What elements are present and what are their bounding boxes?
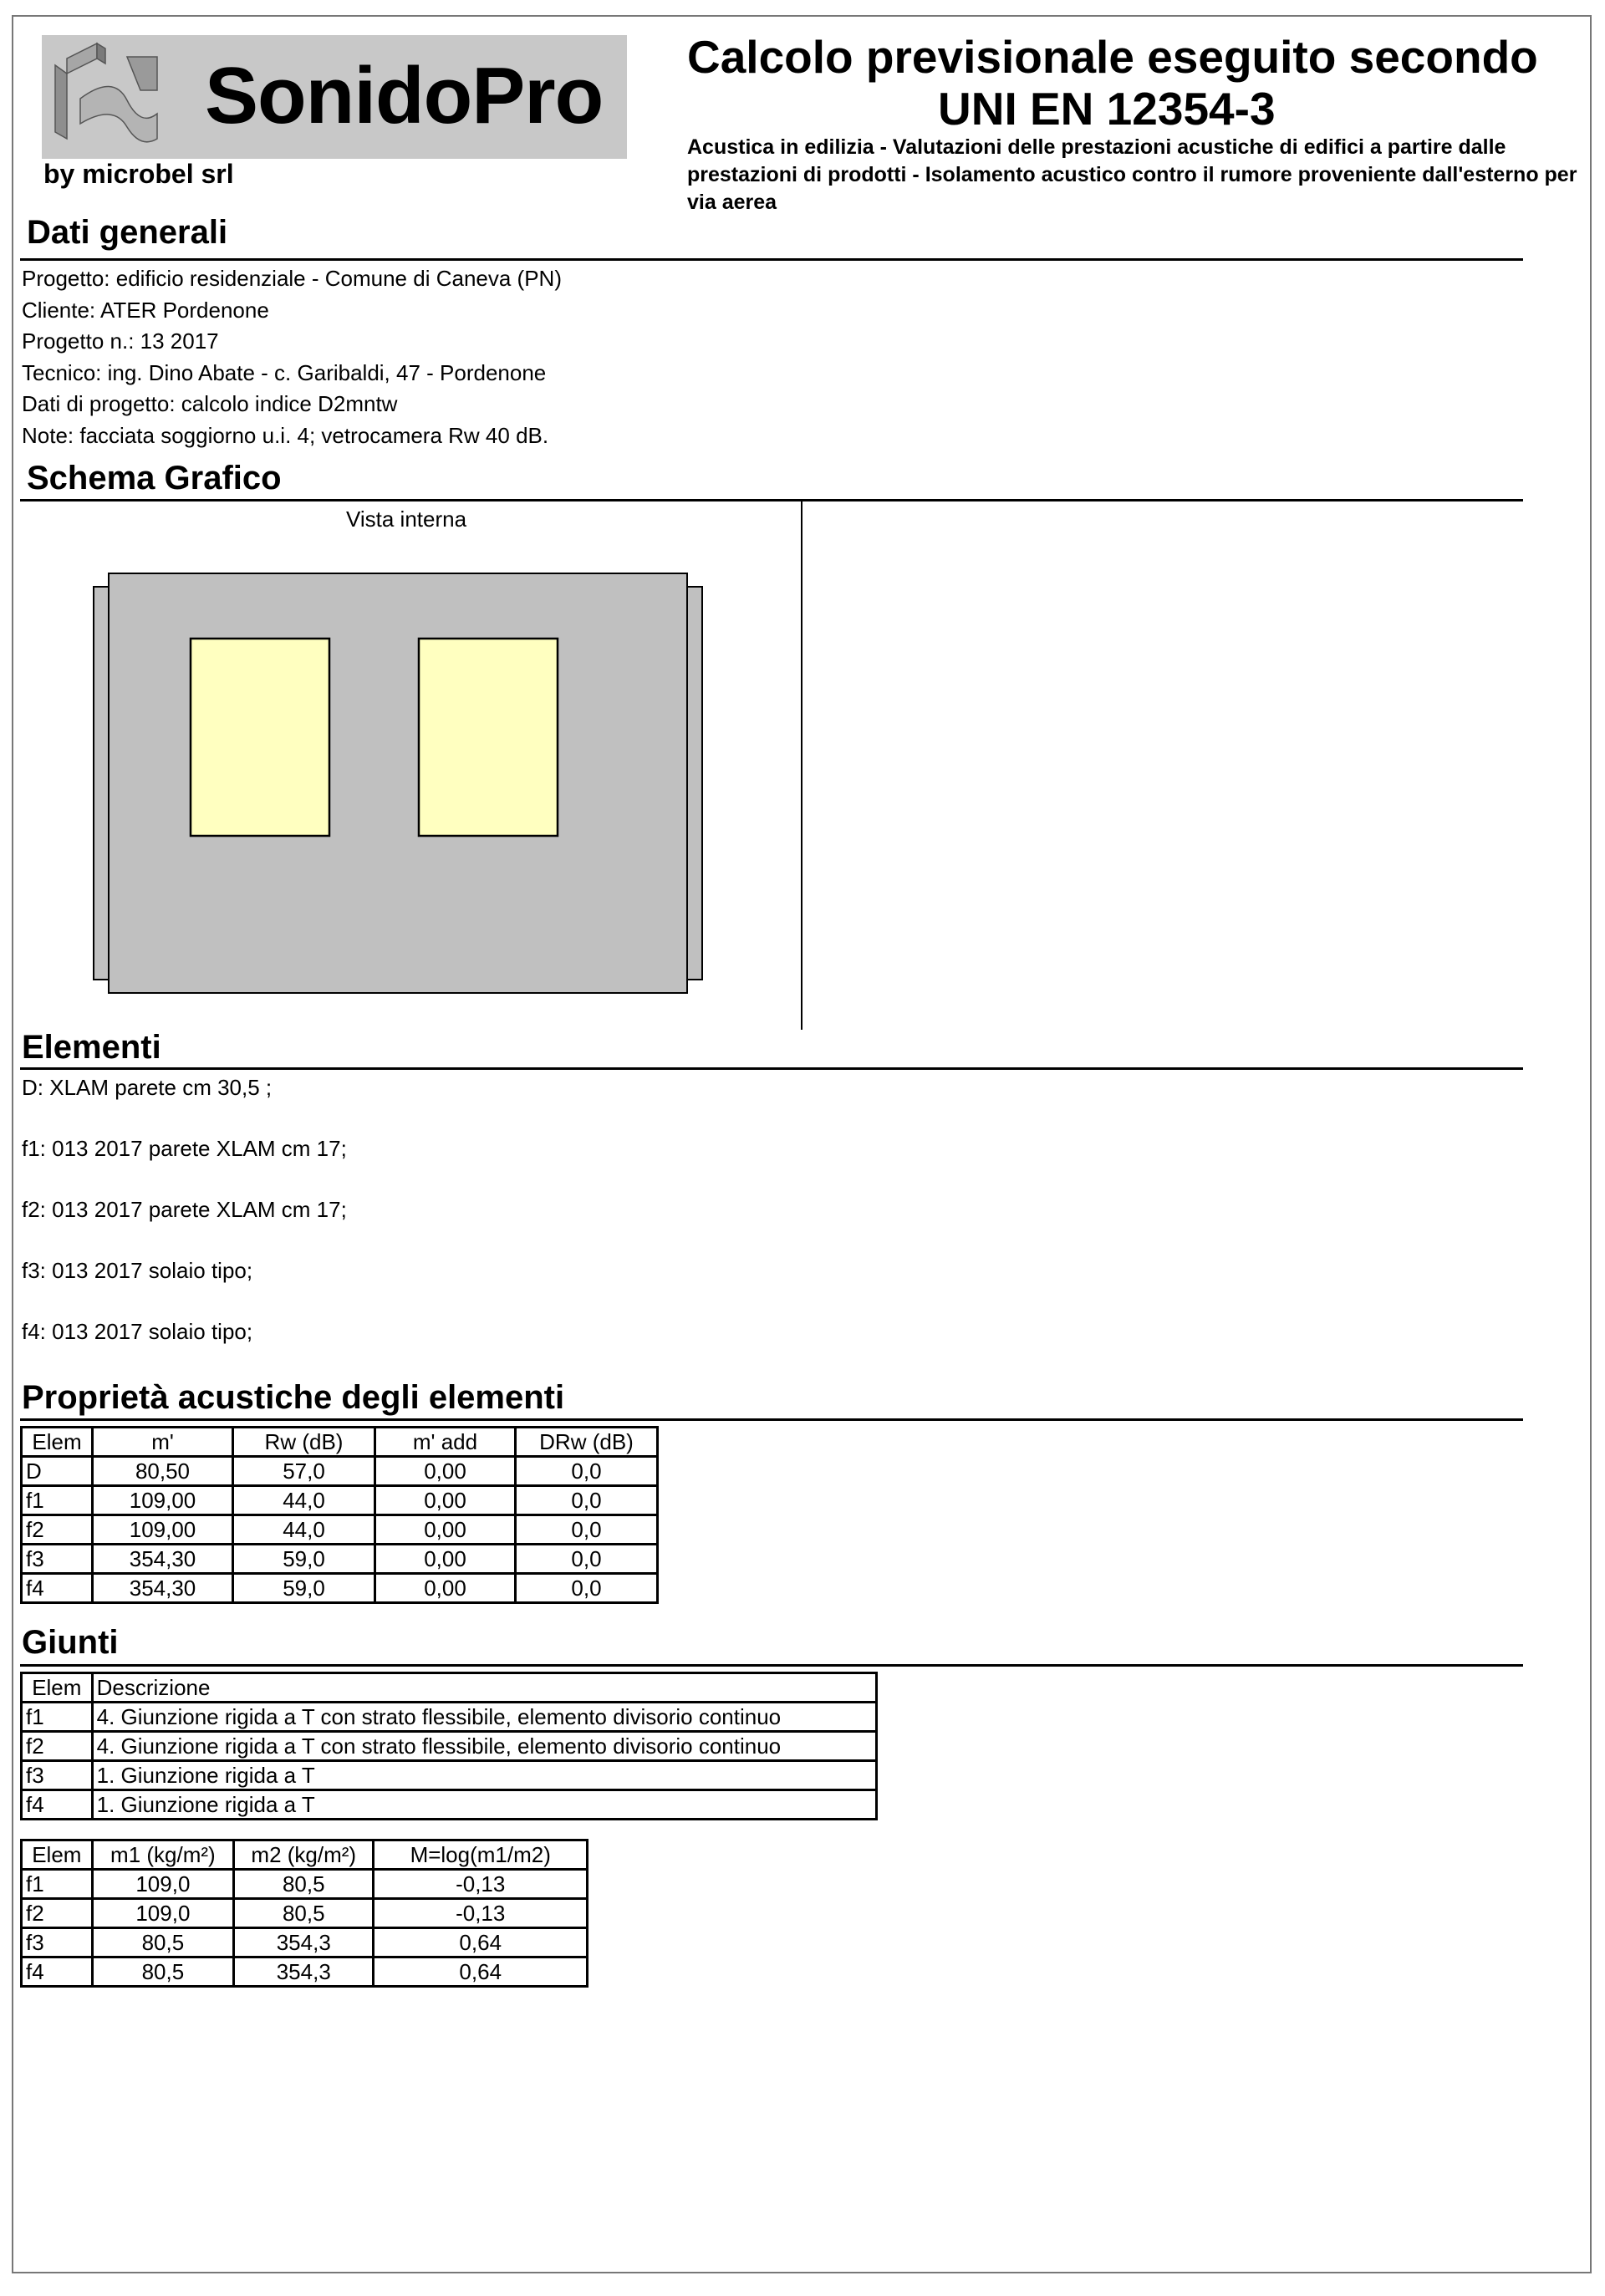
cell: 0,00 (375, 1515, 516, 1545)
cell: 109,00 (93, 1486, 233, 1515)
mass-ratio-table (20, 1839, 588, 1988)
header-cell: Descrizione (92, 1673, 876, 1703)
section-rule (20, 1418, 1523, 1421)
table-row (22, 1899, 588, 1928)
info-line: Progetto: edificio residenziale - Comune di Caneva (PN) (22, 266, 562, 291)
header-cell: Elem (22, 1673, 93, 1703)
cell: f4 (22, 1574, 93, 1603)
header-cell: m1 (kg/m²) (92, 1840, 233, 1870)
table-header-row (22, 1428, 658, 1457)
table-row (22, 1870, 588, 1899)
cell: f4 (22, 1790, 93, 1820)
cell: 59,0 (233, 1545, 375, 1574)
element-line: f1: 013 2017 parete XLAM cm 17; (22, 1136, 347, 1161)
logo-subtitle: by microbel srl (43, 159, 234, 189)
section-title-proprieta: Proprietà acustiche degli elementi (22, 1379, 565, 1416)
cell: 354,3 (234, 1928, 374, 1957)
table-row (22, 1457, 658, 1486)
element-line: f4: 013 2017 solaio tipo; (22, 1319, 253, 1344)
cell: f2 (22, 1899, 93, 1928)
table-row (22, 1732, 877, 1761)
report-title-line-1: Calcolo previsionale eseguito secondo (687, 31, 1538, 83)
info-line: Progetto n.: 13 2017 (22, 328, 219, 354)
section-rule (20, 258, 1523, 261)
table-row (22, 1574, 658, 1603)
cell: 0,64 (374, 1957, 588, 1987)
table-header-row (22, 1840, 588, 1870)
cell: f1 (22, 1870, 93, 1899)
view-label: Vista interna (346, 507, 467, 532)
info-line: Dati di progetto: calcolo indice D2mntw (22, 391, 398, 416)
cell: 44,0 (233, 1515, 375, 1545)
cell: 0,64 (374, 1928, 588, 1957)
schema-divider (801, 501, 802, 1030)
joints-table (20, 1672, 878, 1820)
report-description: Acustica in edilizia - Valutazioni delle prestazioni acustiche di edifici a partire dalle prestazioni di prodotti - Isolamento acustico contro il rumore proveniente dall'esterno per via aerea (687, 135, 1577, 214)
cell: 4. Giunzione rigida a T con strato flessibile, elemento divisorio continuo (92, 1703, 876, 1732)
section-title-dati-generali: Dati generali (27, 214, 228, 251)
section-rule (20, 1664, 1523, 1667)
element-line: f3: 013 2017 solaio tipo; (22, 1258, 253, 1283)
cell: 0,00 (375, 1486, 516, 1515)
cell: f2 (22, 1732, 93, 1761)
table-row (22, 1515, 658, 1545)
cell: 1. Giunzione rigida a T (92, 1761, 876, 1790)
cell: 354,30 (93, 1545, 233, 1574)
cell: 0,0 (516, 1515, 658, 1545)
element-line: f2: 013 2017 parete XLAM cm 17; (22, 1197, 347, 1222)
header-cell: m' add (375, 1428, 516, 1457)
cell: 0,0 (516, 1545, 658, 1574)
cell: 80,5 (234, 1899, 374, 1928)
table-row (22, 1703, 877, 1732)
cell: 59,0 (233, 1574, 375, 1603)
cell: f3 (22, 1545, 93, 1574)
header-cell: m2 (kg/m²) (234, 1840, 374, 1870)
table-row (22, 1790, 877, 1820)
cell: 0,00 (375, 1574, 516, 1603)
cell: D (22, 1457, 93, 1486)
cell: -0,13 (374, 1899, 588, 1928)
cell: f3 (22, 1928, 93, 1957)
section-rule (20, 1067, 1523, 1070)
cell: f2 (22, 1515, 93, 1545)
section-title-elementi: Elementi (22, 1029, 161, 1066)
header-cell: M=log(m1/m2) (374, 1840, 588, 1870)
facade-schema (90, 568, 709, 996)
cell: 1. Giunzione rigida a T (92, 1790, 876, 1820)
cell: 80,5 (92, 1928, 233, 1957)
cell: 354,30 (93, 1574, 233, 1603)
table-row (22, 1957, 588, 1987)
section-title-giunti: Giunti (22, 1624, 119, 1661)
window-right (419, 639, 558, 836)
cell: 109,00 (93, 1515, 233, 1545)
properties-table (20, 1426, 659, 1604)
info-line: Note: facciata soggiorno u.i. 4; vetrocamera Rw 40 dB. (22, 423, 549, 448)
cell: 80,5 (92, 1957, 233, 1987)
table-row (22, 1928, 588, 1957)
info-line: Cliente: ATER Pordenone (22, 298, 269, 323)
header-cell: Elem (22, 1428, 93, 1457)
cell: 0,00 (375, 1457, 516, 1486)
cell: -0,13 (374, 1870, 588, 1899)
info-line: Tecnico: ing. Dino Abate - c. Garibaldi, 47 - Pordenone (22, 360, 547, 385)
cell: 109,0 (92, 1899, 233, 1928)
section-title-schema-grafico: Schema Grafico (27, 460, 282, 496)
table-row (22, 1486, 658, 1515)
cell: 109,0 (92, 1870, 233, 1899)
cell: 0,0 (516, 1574, 658, 1603)
table-header-row (22, 1673, 877, 1703)
cell: f1 (22, 1703, 93, 1732)
element-line: D: XLAM parete cm 30,5 ; (22, 1075, 273, 1100)
cell: f4 (22, 1957, 93, 1987)
section-rule (20, 499, 1523, 501)
header-cell: Rw (dB) (233, 1428, 375, 1457)
window-left (191, 639, 329, 836)
cell: 354,3 (234, 1957, 374, 1987)
report-title-line-2: UNI EN 12354-3 (938, 83, 1276, 135)
header-cell: m' (93, 1428, 233, 1457)
cell: f1 (22, 1486, 93, 1515)
header-cell: Elem (22, 1840, 93, 1870)
cell: 0,0 (516, 1457, 658, 1486)
cell: 80,50 (93, 1457, 233, 1486)
table-row (22, 1761, 877, 1790)
cell: 0,0 (516, 1486, 658, 1515)
cell: 80,5 (234, 1870, 374, 1899)
cell: 0,00 (375, 1545, 516, 1574)
cell: 44,0 (233, 1486, 375, 1515)
logo-text: SonidoPro (205, 51, 604, 140)
cell: 57,0 (233, 1457, 375, 1486)
header-cell: DRw (dB) (516, 1428, 658, 1457)
cell: 4. Giunzione rigida a T con strato flessibile, elemento divisorio continuo (92, 1732, 876, 1761)
logo-graphic-icon (47, 40, 162, 144)
cell: f3 (22, 1761, 93, 1790)
table-row (22, 1545, 658, 1574)
